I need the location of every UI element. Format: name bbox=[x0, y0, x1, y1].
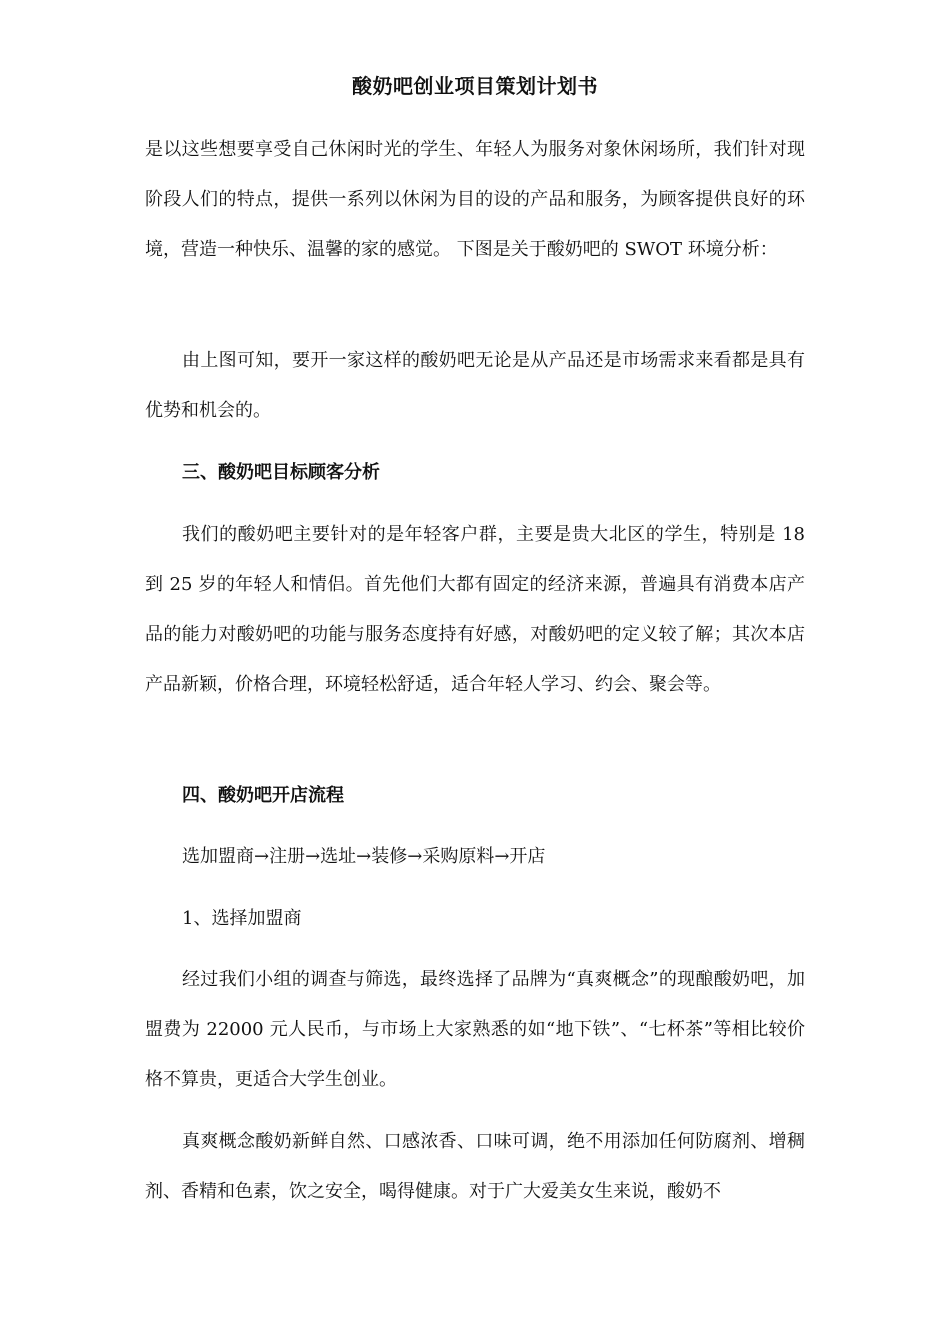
franchisor-paragraph: 经过我们小组的调查与筛选，最终选择了品牌为“真爽概念”的现酿酸奶吧，加盟费为 22000 元人民币，与市场上大家熟悉的如“地下铁”、“七杯茶”等相比较价格不算贵，更适合大学生创业。 bbox=[145, 969, 805, 1090]
document-title: 酸奶吧创业项目策划计划书 bbox=[352, 74, 598, 98]
target-customers-paragraph: 我们的酸奶吧主要针对的是年轻客户群，主要是贵大北区的学生，特别是 18 到 25 岁的年轻人和情侣。首先他们大都有固定的经济来源，普遍具有消费本店产品的能力对酸奶吧的功能与服务态度持有好感，对酸奶吧的定义较了解；其次本店产品新颖，价格合理，环境轻松舒适，适合年轻人学习、约会、聚会等。 bbox=[145, 524, 805, 695]
opening-process-flow: 选加盟商→注册→选址→装修→采购原料→开店 bbox=[182, 846, 546, 867]
subsection-heading-choose-franchisor: 1、选择加盟商 bbox=[182, 908, 302, 929]
intro-paragraph: 是以这些想要享受自己休闲时光的学生、年轻人为服务对象休闲场所，我们针对现阶段人们的特点，提供一系列以休闲为目的设的产品和服务，为顾客提供良好的环境，营造一种快乐、温馨的家的感觉。 下图是关于酸奶吧的 SWOT 环境分析： bbox=[145, 139, 805, 260]
section-heading-opening-process: 四、酸奶吧开店流程 bbox=[182, 785, 344, 806]
section-heading-target-customers: 三、酸奶吧目标顾客分析 bbox=[182, 462, 380, 483]
swot-conclusion-paragraph: 由上图可知，要开一家这样的酸奶吧无论是从产品还是市场需求来看都是具有优势和机会的。 bbox=[145, 350, 805, 421]
product-paragraph: 真爽概念酸奶新鲜自然、口感浓香、口味可调，绝不用添加任何防腐剂、增稠剂、香精和色素，饮之安全，喝得健康。对于广大爱美女生来说，酸奶不 bbox=[145, 1131, 805, 1202]
